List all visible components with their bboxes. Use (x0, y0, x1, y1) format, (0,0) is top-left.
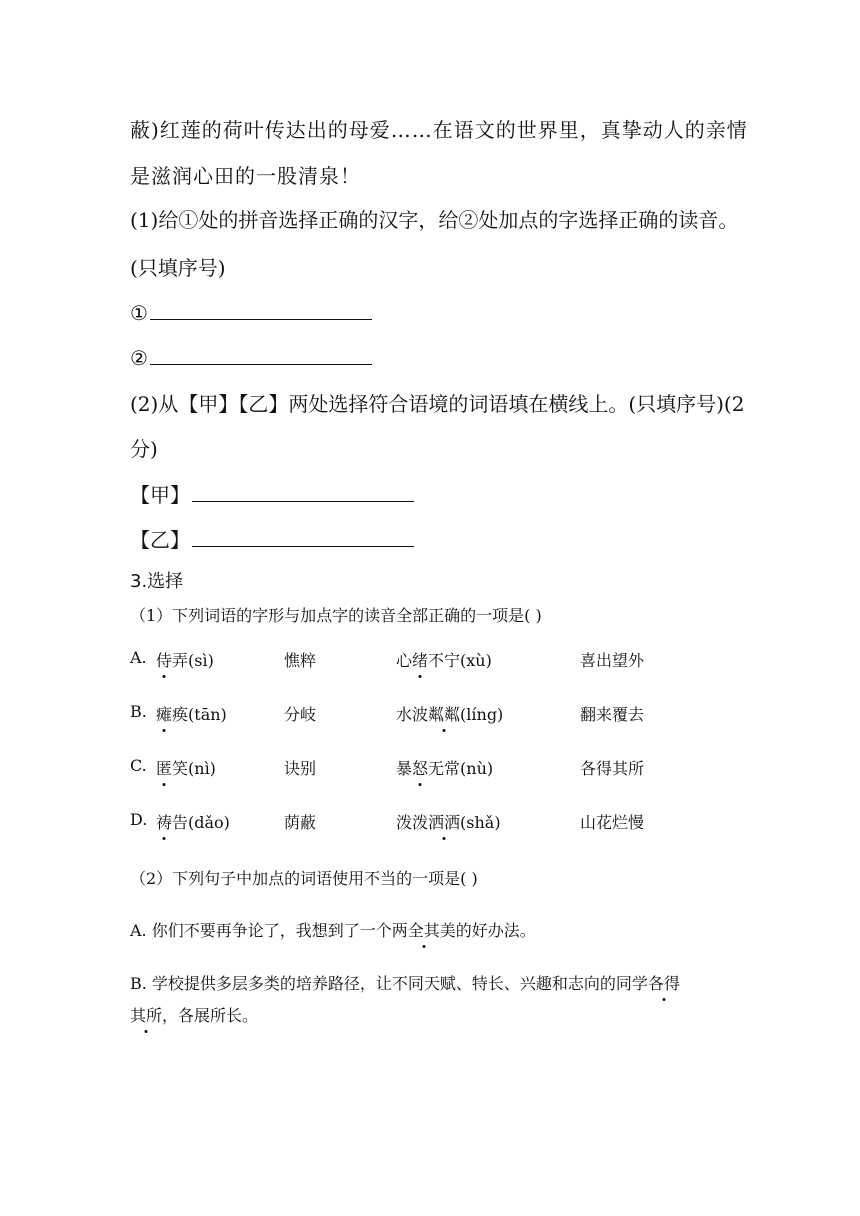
sub-question-1: （1）下列词语的字形与加点字的读音全部正确的一项是( ) (130, 606, 542, 625)
dotted-char: 洒洒 (428, 810, 460, 833)
answer-blank-yi[interactable] (130, 524, 414, 553)
option-b-letter: B. (130, 702, 147, 721)
option-b-word-2: 分岐 (284, 705, 317, 724)
passage-line-1: 蔽)红莲的荷叶传达出的母爱……在语文的世界里，真挚动人的亲情 (130, 118, 748, 142)
section-3-title: 3.选择 (130, 571, 184, 592)
option-2a[interactable]: A. 你们不要再争论了，我想到了一个两全其美的好办法。 (130, 918, 536, 941)
dotted-char: 祷 (156, 810, 172, 833)
option-d-word-2: 荫蔽 (284, 813, 317, 832)
option-c-word-4: 各得其所 (580, 759, 645, 778)
option-2b-line-2[interactable]: 其所，各展所长。 (130, 1003, 258, 1026)
blank-yi-label: 【乙】 (130, 528, 190, 552)
dotted-phrase: 两全其美 (392, 918, 456, 941)
sub-question-2: （2）下列句子中加点的词语使用不当的一项是( ) (130, 869, 478, 888)
dotted-phrase: 各得 (648, 971, 680, 994)
question-2-text: (2)从【甲】【乙】两处选择符合语境的词语填在横线上。(只填序号)(2 (130, 392, 745, 416)
blank-yi-line[interactable] (192, 526, 414, 547)
option-d-word-3: 泼泼洒洒(shǎ) (396, 810, 501, 833)
option-c-word-1: 匿笑(nì) (156, 756, 216, 779)
dotted-char: 匿 (156, 756, 172, 779)
question-2-score: 分) (130, 437, 158, 461)
option-b-word-4: 翻来覆去 (580, 705, 645, 724)
option-d-letter: D. (130, 810, 148, 829)
dotted-char: 瘫 (156, 702, 172, 725)
option-b-word-1: 瘫痪(tān) (156, 702, 227, 725)
question-1-note: (只填序号) (130, 256, 226, 280)
dotted-char: 绪 (412, 648, 428, 671)
blank-jia-line[interactable] (192, 481, 414, 502)
blank-1-label: ① (130, 301, 148, 325)
option-c-letter: C. (130, 756, 147, 775)
blank-2-label: ② (130, 346, 148, 370)
question-1-text: (1)给①处的拼音选择正确的汉字，给②处加点的字选择正确的读音。 (130, 208, 739, 232)
option-b-word-3: 水波粼粼(líng) (396, 702, 503, 725)
option-c-word-3: 暴怒无常(nù) (396, 756, 493, 779)
answer-blank-2[interactable] (130, 344, 372, 370)
option-a-word-4: 喜出望外 (580, 651, 645, 670)
option-c-word-2: 诀别 (284, 759, 317, 778)
dotted-char: 怒 (412, 756, 428, 779)
answer-blank-1[interactable] (130, 299, 372, 325)
blank-1-line[interactable] (150, 299, 372, 320)
blank-2-line[interactable] (150, 344, 372, 365)
option-d-word-4: 山花烂慢 (580, 813, 645, 832)
passage-line-2: 是滋润心田的一股清泉！ (130, 164, 361, 188)
dotted-char: 侍 (156, 648, 172, 671)
option-a-word-1 (156, 648, 214, 671)
option-2b-line-1[interactable]: B. 学校提供多层多类的培养路径，让不同天赋、特长、兴趣和志向的同学各得 (130, 971, 680, 994)
option-a-letter: A. (130, 648, 147, 667)
option-a-word-1-rest: 弄(sì) (172, 651, 214, 670)
dotted-phrase: 其所 (130, 1003, 162, 1026)
option-d-word-1: 祷告(dǎo) (156, 810, 230, 833)
answer-blank-jia[interactable] (130, 479, 414, 508)
option-a-word-3: 心绪不宁(xù) (396, 648, 492, 671)
option-a-word-2: 憔粹 (284, 651, 317, 670)
dotted-char: 粼粼 (428, 702, 460, 725)
blank-jia-label: 【甲】 (130, 483, 190, 507)
